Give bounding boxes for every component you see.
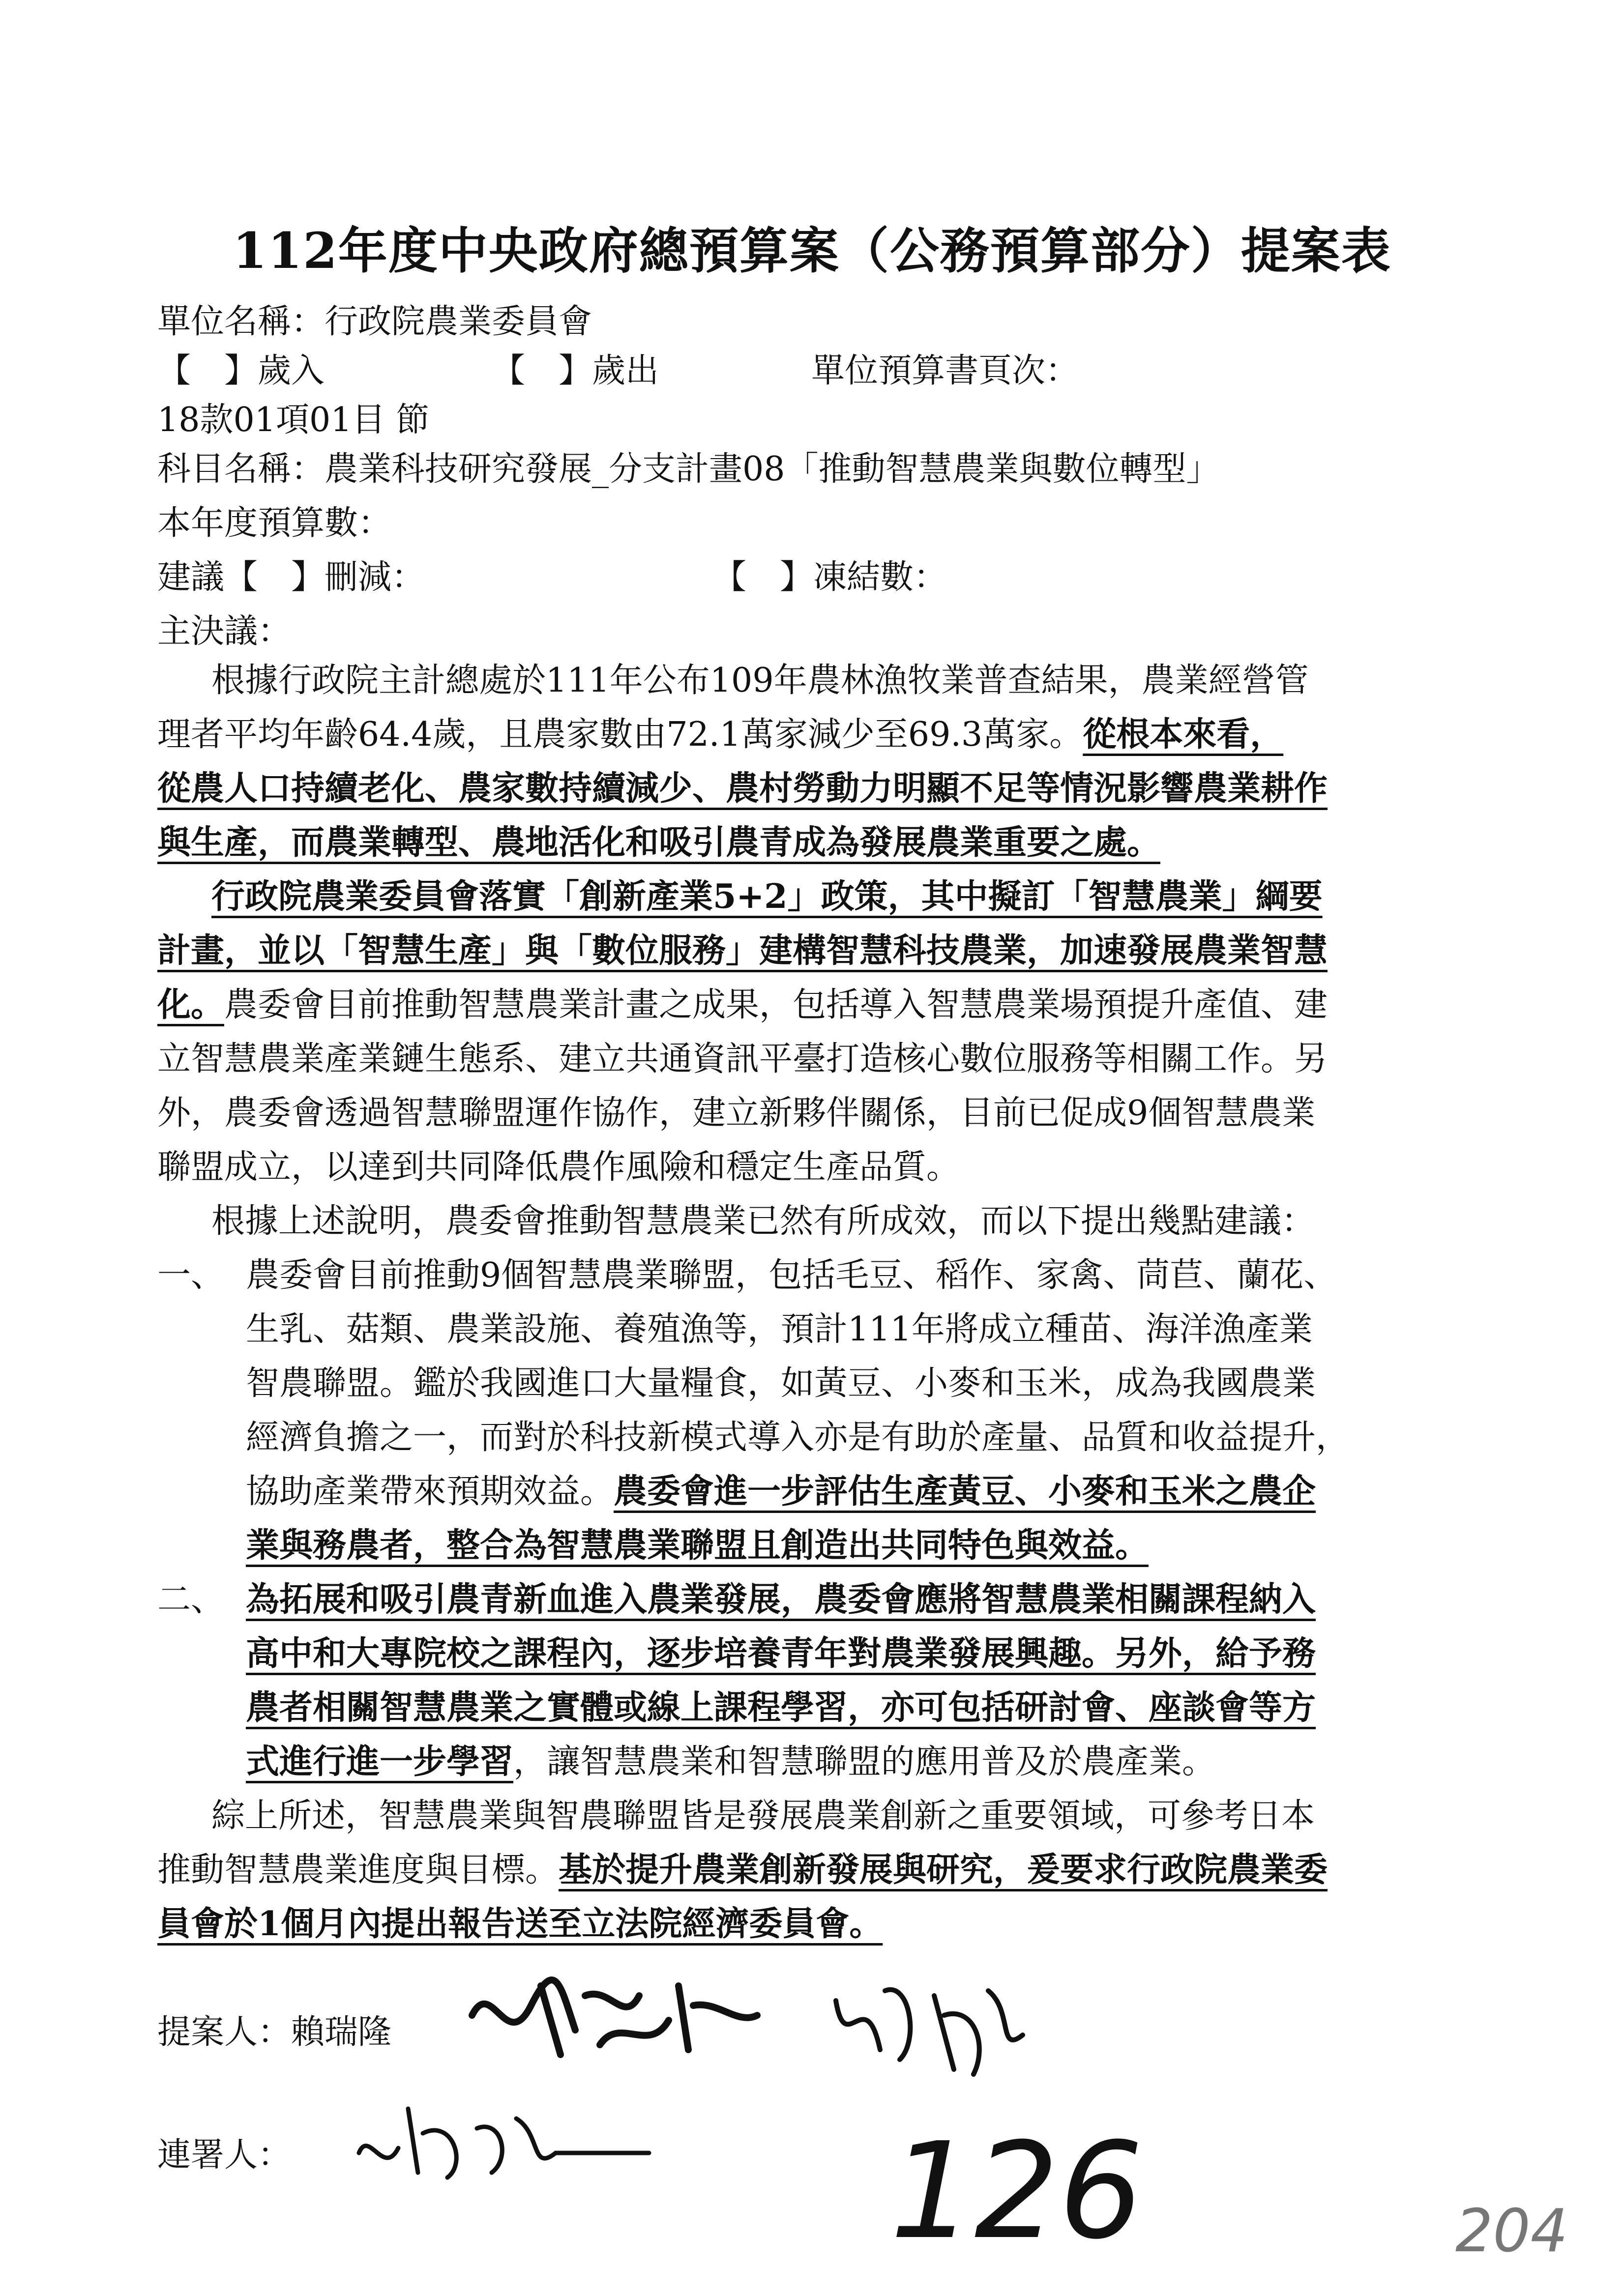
p2-line3: 化。農委會目前推動智慧農業計畫之成果，包括導入智慧農業場預提升產值、建: [157, 985, 1328, 1024]
freeze-label: 【 】凍結數：: [713, 558, 947, 597]
item2-line3: 農者相關智慧農業之實體或線上課程學習，亦可包括研討會、座談會等方: [246, 1688, 1316, 1727]
p2-line6: 聯盟成立，以達到共同降低農作風險和穩定生產品質。: [157, 1148, 960, 1187]
cosigner-signature-1: [826, 1961, 1033, 2089]
item1-line4: 經濟負擔之一，而對於科技新模式導入亦是有助於產量、品質和收益提升，: [246, 1418, 1350, 1457]
p2-line5: 外，農委會透過智慧聯盟運作協作，建立新夥伴關係，目前已促成9個智慧農業: [157, 1094, 1316, 1133]
proposer-label: 提案人：賴瑞隆: [157, 2013, 392, 2052]
p4-line3: 員會於1個月內提出報告送至立法院經濟委員會。: [157, 1904, 883, 1944]
expenditure-checkbox: 【 】歲出: [492, 351, 659, 390]
item1-number: 一、: [157, 1256, 225, 1295]
subject-name: 科目名稱：農業科技研究發展_分支計畫08「推動智慧農業與數位轉型」: [157, 450, 1220, 489]
cosigner-signature-2: [344, 2089, 659, 2187]
item1-line6: 業與務農者，整合為智慧農業聯盟且創造出共同特色與效益。: [246, 1526, 1149, 1565]
item2-line4: 式進行進一步學習，讓智慧農業和智慧聯盟的應用普及於農產業。: [246, 1742, 1216, 1781]
p3-line: 根據上述說明，農委會推動智慧農業已然有所成效，而以下提出幾點建議：: [211, 1202, 1315, 1241]
budget-code: 18款01項01目 節: [157, 401, 430, 439]
p2-line2: 計畫，並以「智慧生產」與「數位服務」建構智慧科技農業，加速發展農業智慧: [157, 931, 1328, 970]
page-title: 112年度中央政府總預算案（公務預算部分）提案表: [233, 222, 1391, 280]
p4-line2: 推動智慧農業進度與目標。基於提升農業創新發展與研究，爰要求行政院農業委: [157, 1850, 1328, 1889]
budget-page-label: 單位預算書頁次：: [811, 351, 1079, 390]
resolution-label: 主決議：: [157, 612, 292, 651]
p1-line4: 與生產，而農業轉型、農地活化和吸引農青成為發展農業重要之處。: [157, 823, 1161, 862]
cut-label: 建議【 】刪減：: [157, 558, 425, 597]
item2-line1: 為拓展和吸引農青新血進入農業發展，農委會應將智慧農業相關課程納入: [246, 1580, 1316, 1619]
p4-line1: 綜上所述，智慧農業與智農聯盟皆是發展農業創新之重要領域，可參考日本: [211, 1797, 1315, 1835]
item1-line3: 智農聯盟。鑑於我國進口大量糧食，如黃豆、小麥和玉米，成為我國農業: [246, 1364, 1316, 1403]
page-mark: 204: [1455, 2197, 1568, 2266]
p1-line3: 從農人口持續老化、農家數持續減少、農村勞動力明顯不足等情況影響農業耕作: [157, 769, 1328, 808]
cosigner-label: 連署人：: [157, 2136, 292, 2175]
item1-line2: 生乳、菇類、農業設施、養殖漁等，預計111年將成立種苗、海洋漁產業: [246, 1310, 1313, 1349]
revenue-checkbox: 【 】歲入: [157, 351, 325, 390]
p1-line2: 理者平均年齡64.4歲，且農家數由72.1萬家減少至69.3萬家。從根本來看，: [157, 715, 1284, 754]
item1-line1: 農委會目前推動9個智慧農業聯盟，包括毛豆、稻作、家禽、茼苣、蘭花、: [246, 1256, 1337, 1295]
p2-line1: 行政院農業委員會落實「創新產業5+2」政策，其中擬訂「智慧農業」綱要: [211, 877, 1323, 916]
handwritten-number: 126: [890, 2114, 1144, 2268]
unit-name: 單位名稱：行政院農業委員會: [157, 302, 592, 341]
proposer-signature: [462, 1956, 767, 2074]
p1-line1: 根據行政院主計總處於111年公布109年農林漁牧業普查結果，農業經營管: [211, 661, 1309, 700]
budget-amount-label: 本年度預算數：: [157, 504, 392, 543]
item1-line5: 協助產業帶來預期效益。農委會進一步評估生產黃豆、小麥和玉米之農企: [246, 1472, 1316, 1511]
item2-line2: 高中和大專院校之課程內，逐步培養青年對農業發展興趣。另外，給予務: [246, 1634, 1316, 1673]
p2-line4: 立智慧農業產業鏈生態系、建立共通資訊平臺打造核心數位服務等相關工作。另: [157, 1040, 1328, 1078]
item2-number: 二、: [157, 1580, 225, 1619]
